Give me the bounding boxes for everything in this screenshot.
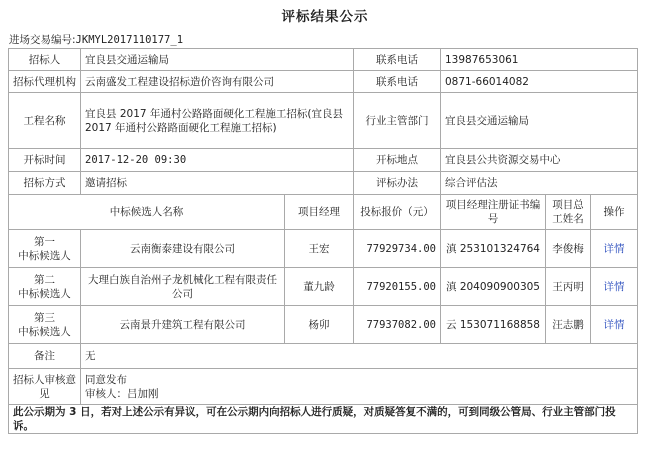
eval-value: 综合评估法: [441, 172, 638, 195]
candidates-header: [9, 195, 638, 230]
authority-value: 宜良县交通运输局: [441, 93, 638, 149]
project-label: 工程名称: [9, 93, 81, 149]
candidate-rank: [9, 230, 81, 268]
rank-line-1: 第二: [34, 273, 55, 286]
candidate-cert: 滇 204090900305: [441, 268, 546, 306]
row-open-time: [9, 149, 638, 172]
candidate-rank: [9, 306, 81, 344]
phone-label: 联系电话: [354, 49, 441, 71]
candidate-name: 云南衡泰建设有限公司: [81, 230, 285, 268]
open-time-value: 2017-12-20 09:30: [81, 149, 354, 172]
tenderee-value: 宜良县交通运输局: [81, 49, 354, 71]
detail-cell: [591, 268, 638, 306]
candidate-chief: 李俊梅: [546, 230, 591, 268]
detail-link[interactable]: 详情: [603, 280, 625, 293]
candidate-chief: 王丙明: [546, 268, 591, 306]
result-table: [8, 48, 638, 434]
rank-line-2: 中标候选人: [18, 249, 71, 262]
candidate-price: 77929734.00: [354, 230, 441, 268]
detail-link[interactable]: 详情: [603, 318, 625, 331]
rank-line-1: 第一: [34, 235, 55, 248]
header-price: 投标报价（元）: [354, 195, 441, 230]
row-project: [9, 93, 638, 149]
header-cert: 项目经理注册证书编号: [441, 195, 546, 230]
review-value: [81, 369, 638, 405]
method-label: 招标方式: [9, 172, 81, 195]
row-remarks: [9, 344, 638, 369]
method-value: 邀请招标: [81, 172, 354, 195]
row-agency: [9, 71, 638, 93]
candidate-manager: 杨卯: [285, 306, 354, 344]
candidate-row: [9, 306, 638, 344]
candidate-price: 77937082.00: [354, 306, 441, 344]
row-tenderee: [9, 49, 638, 71]
detail-cell: [591, 230, 638, 268]
candidate-manager: 董九龄: [285, 268, 354, 306]
candidate-price: 77920155.00: [354, 268, 441, 306]
candidate-chief: 汪志鹏: [546, 306, 591, 344]
notice-text: 此公示期为 3 日，若对上述公示有异议，可在公示期内向招标人进行质疑，对质疑答复不满的，可到同级公管局、行业主管部门投诉。: [9, 405, 638, 434]
phone-value: 13987653061: [441, 49, 638, 71]
trade-number-value: JKMYL2017110177_1: [75, 34, 184, 46]
detail-link[interactable]: 详情: [603, 242, 625, 255]
header-action: 操作: [591, 195, 638, 230]
review-opinion: 同意发布: [85, 373, 127, 386]
row-review: [9, 369, 638, 405]
header-chief: 项目总工姓名: [546, 195, 591, 230]
remarks-value: 无: [81, 344, 638, 369]
reviewer: 审核人：吕加刚: [85, 387, 159, 400]
eval-label: 评标办法: [354, 172, 441, 195]
agency-value: 云南盛发工程建设招标造价咨询有限公司: [81, 71, 354, 93]
remarks-label: 备注: [9, 344, 81, 369]
candidate-manager: 王宏: [285, 230, 354, 268]
candidate-row: [9, 230, 638, 268]
header-name: 中标候选人名称: [9, 195, 285, 230]
review-label: 招标人审核意见: [9, 369, 81, 405]
detail-cell: [591, 306, 638, 344]
open-time-label: 开标时间: [9, 149, 81, 172]
candidate-name: 云南景升建筑工程有限公司: [81, 306, 285, 344]
project-name: 宜良县 2017 年通村公路路面硬化工程施工招标(宜良县 2017 年通村公路路面硬化工程施工招标): [81, 93, 354, 149]
phone-label-2: 联系电话: [354, 71, 441, 93]
rank-line-1: 第三: [34, 311, 55, 324]
open-place-value: 宜良县公共资源交易中心: [441, 149, 638, 172]
rank-line-2: 中标候选人: [18, 325, 71, 338]
trade-number-label: 进场交易编号:: [9, 34, 76, 46]
authority-label: 行业主管部门: [354, 93, 441, 149]
page-title: 评标结果公示: [281, 9, 369, 25]
candidate-cert: 云 153071168858: [441, 306, 546, 344]
open-place-label: 开标地点: [354, 149, 441, 172]
tenderee-label: 招标人: [9, 49, 81, 71]
agency-label: 招标代理机构: [9, 71, 81, 93]
candidate-row: [9, 268, 638, 306]
candidate-cert: 滇 253101324764: [441, 230, 546, 268]
row-notice: [9, 405, 638, 434]
header-manager: 项目经理: [285, 195, 354, 230]
candidate-rank: [9, 268, 81, 306]
candidate-name: 大理白族自治州子龙机械化工程有限责任公司: [81, 268, 285, 306]
phone-value-2: 0871-66014082: [441, 71, 638, 93]
row-method: [9, 172, 638, 195]
rank-line-2: 中标候选人: [18, 287, 71, 300]
trade-number: [9, 32, 183, 47]
